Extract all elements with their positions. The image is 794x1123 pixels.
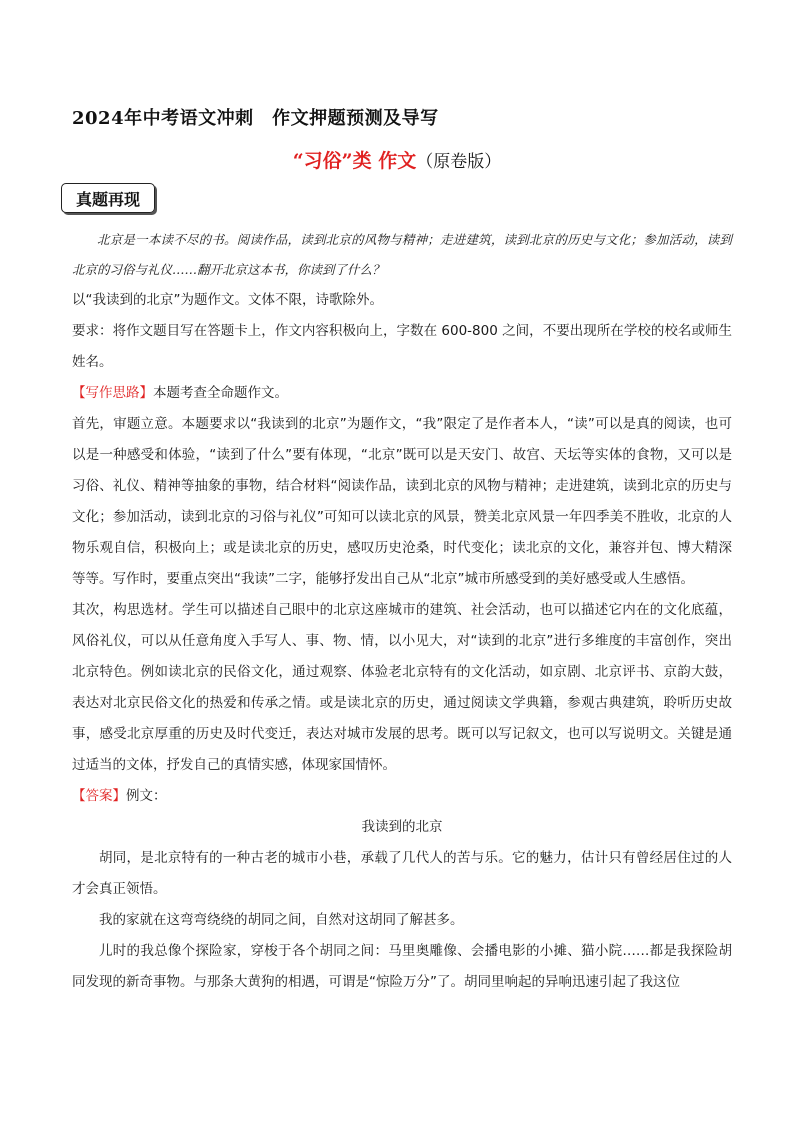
prompt-intro: 北京是一本读不尽的书。阅读作品，读到北京的风物与精神；走进建筑，读到北京的历史与文化；参加活动，读到北京的习俗与礼仪……翻开北京这本书，你读到了什么？ [72,232,732,277]
document-subtitle [0,146,794,173]
analysis-paragraph-2: 其次，构思选材。学生可以描述自己眼中的北京这座城市的建筑、社会活动，也可以描述它内在的文化底蕴，风俗礼仪，可以从任意角度入手写人、事、物、情，以小见大，对“读到的北京”进行多维度的丰富创作，突出北京特色。例如读北京的民俗文化，通过观察、体验老北京特有的文化活动，如京剧、北京评书、京韵大鼓，表达对北京民俗文化的热爱和传承之情。或是读北京的历史，通过阅读文学典籍，参观古典建筑，聆听历史故事，感受北京厚重的历史及时代变迁，表达对城市发展的思考。既可以写记叙文，也可以写说明文。关键是通过适当的文体，抒发自己的真情实感，体现家国情怀。 [72,602,732,773]
prompt-task: 以“我读到的北京”为题作文。文体不限，诗歌除外。 [72,292,383,308]
analysis-heading [72,378,732,409]
section-heading-box [61,183,155,213]
answer-label-text: 例文： [126,788,167,804]
essay-paragraph-2: 我的家就在这弯弯绕绕的胡同之间，自然对这胡同了解甚多。 [99,912,464,928]
body-content [72,285,732,998]
answer-heading [72,781,732,812]
prompt-requirements: 要求：将作文题目写在答题卡上，作文内容积极向上，字数在 600-800 之间，不要出现所在学校的校名或师生姓名。 [72,323,732,370]
document-title: 2024年中考语文冲刺 作文押题预测及导写 [72,108,439,129]
essay-paragraph-1: 胡同，是北京特有的一种古老的城市小巷，承载了几代人的苦与乐。它的魅力，估计只有曾经居住过的人才会真正领悟。 [72,850,732,897]
answer-label: 【答案】 [72,788,126,804]
subtitle-edition: （原卷版） [416,152,502,172]
section-heading-label: 真题再现 [75,189,140,209]
analysis-label-text: 本题考查全命题作文。 [153,385,288,401]
essay-title: 我读到的北京 [361,819,443,835]
analysis-label: 【写作思路】 [72,385,153,401]
analysis-paragraph-1: 首先，审题立意。本题要求以“我读到的北京”为题作文，“我”限定了是作者本人，“读”可以是真的阅读，也可以是一种感受和体验，“读到了什么”要有体现，“北京”既可以是天安门、故宫、天坛等实体的食物，又可以是习俗、礼仪、精神等抽象的事物，结合材料“阅读作品，读到北京的风物与精神；走进建筑，读到北京的历史与文化；参加活动，读到北京的习俗与礼仪”可知可以读北京的风景，赞美北京风景一年四季美不胜收，北京的人物乐观自信，积极向上；或是读北京的历史，感叹历史沧桑，时代变化；读北京的文化，兼容并包、博大精深等等。写作时，要重点突出“我读”二字，能够抒发出自己从“北京”城市所感受到的美好感受或人生感悟。 [72,416,732,587]
essay-paragraph-3: 儿时的我总像个探险家，穿梭于各个胡同之间：马里奥雕像、会播电影的小摊、猫小院……都是我探险胡同发现的新奇事物。与那条大黄狗的相遇，可谓是“惊险万分”了。胡同里响起的异响迅速引起了我这位 [72,943,732,990]
prompt-material [72,225,732,285]
subtitle-topic: “习俗”类 作文 [292,150,417,172]
